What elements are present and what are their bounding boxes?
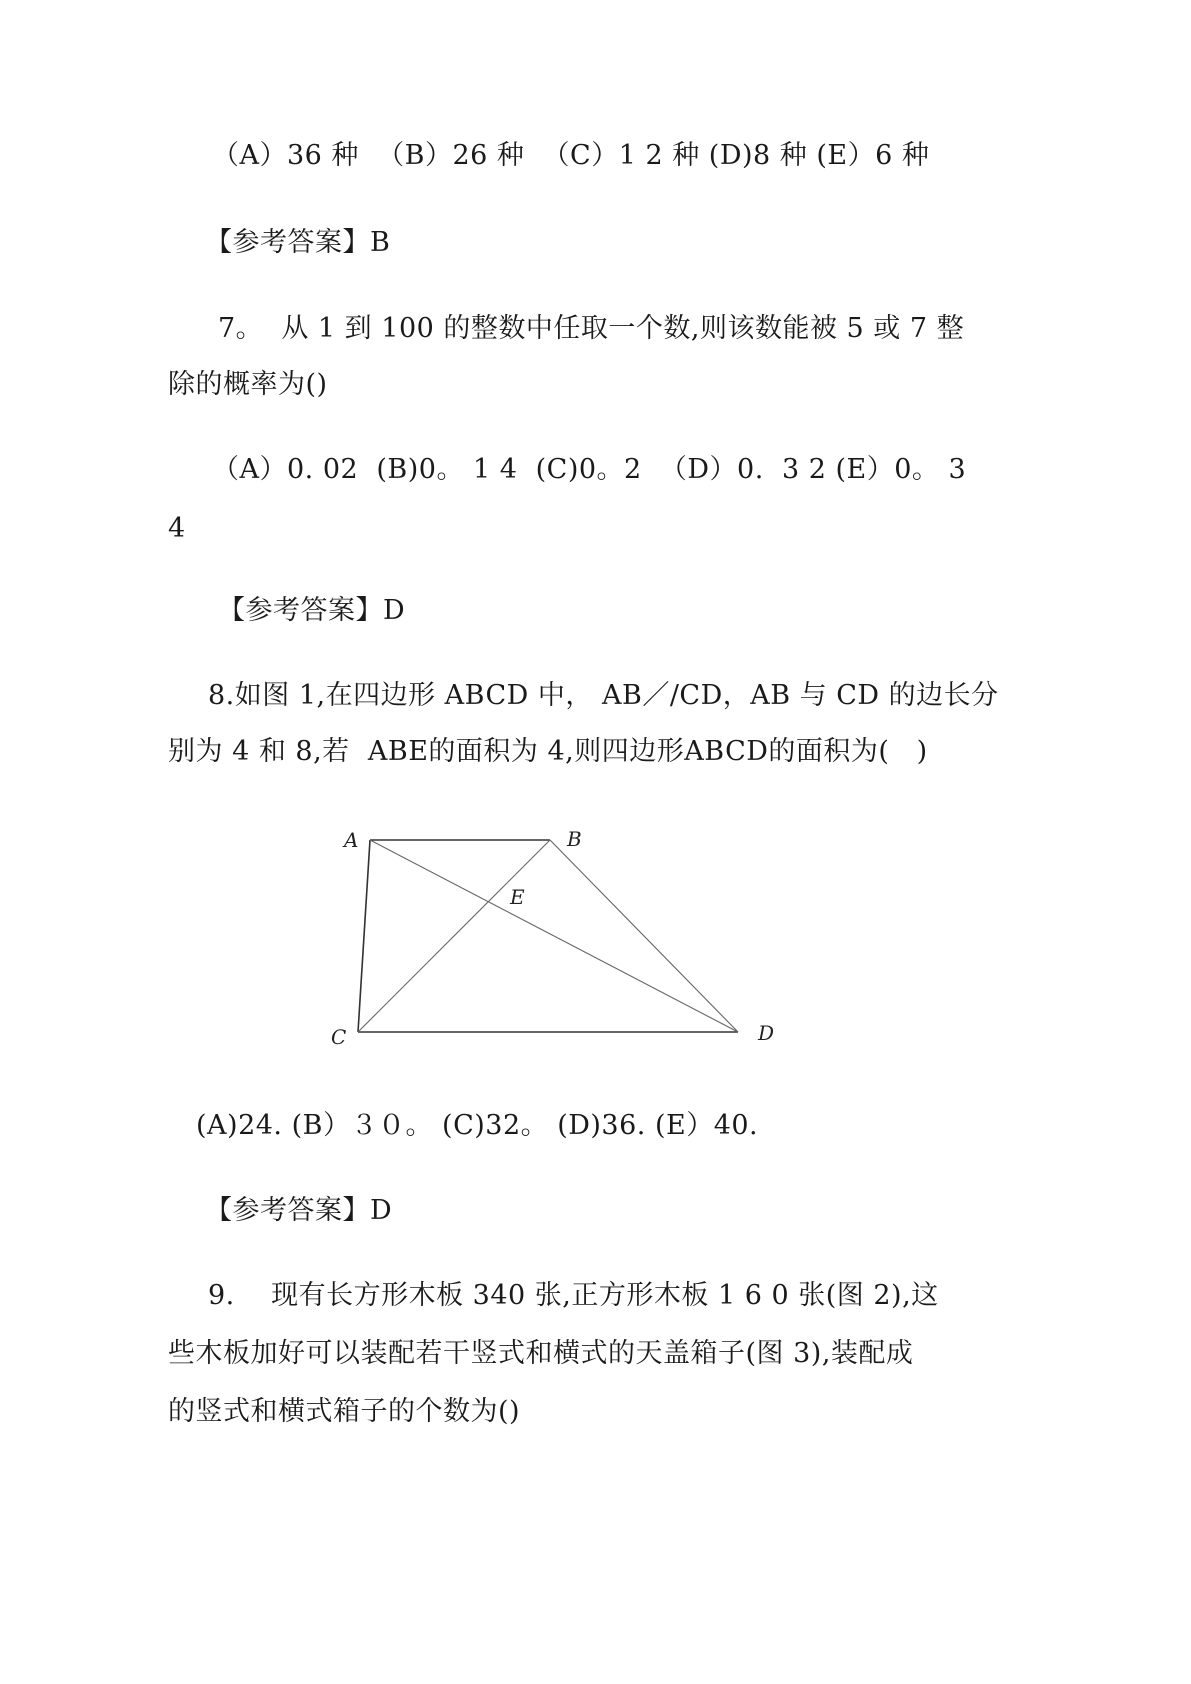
q7-stem-line2: 除的概率为() xyxy=(168,369,328,400)
vertex-label-d: D xyxy=(758,1021,775,1045)
q7-options-line2: 4 xyxy=(168,513,186,544)
q7-answer: 【参考答案】D xyxy=(218,595,406,626)
vertex-label-e: E xyxy=(510,885,525,909)
q7-stem-line1: 7。 从 1 到 100 的整数中任取一个数,则该数能被 5 或 7 整 xyxy=(218,313,965,344)
vertex-label-b: B xyxy=(567,827,582,851)
q6-answer: 【参考答案】B xyxy=(205,227,391,258)
q7-options-line1: （A）0. 02 (B)0。 1 4 (C)0。2 （D）0. 3 2 (E）0。 3 xyxy=(212,454,967,485)
q6-options: （A）36 种 （B）26 种 （C）1 2 种 (D)8 种 (E）6 种 xyxy=(212,140,930,171)
vertex-label-c: C xyxy=(331,1025,347,1049)
q8-stem-line2: 别为 4 和 8,若 ABE的面积为 4,则四边形ABCD的面积为( ) xyxy=(168,736,928,767)
q9-stem-line2: 些木板加好可以装配若干竖式和横式的天盖箱子(图 3),装配成 xyxy=(168,1338,914,1369)
q8-answer: 【参考答案】D xyxy=(205,1195,393,1226)
q9-stem-line3: 的竖式和横式箱子的个数为() xyxy=(168,1396,521,1427)
q8-options: (A)24. (B）３０。 (C)32。 (D)36. (E）40. xyxy=(196,1110,759,1141)
q8-stem-line1: 8.如图 1,在四边形 ABCD 中， AB／/CD，AB 与 CD 的边长分 xyxy=(208,680,999,711)
vertex-label-a: A xyxy=(344,828,359,852)
q9-stem-line1: 9. 现有长方形木板 340 张,正方形木板 1 6 0 张(图 2),这 xyxy=(208,1280,939,1311)
